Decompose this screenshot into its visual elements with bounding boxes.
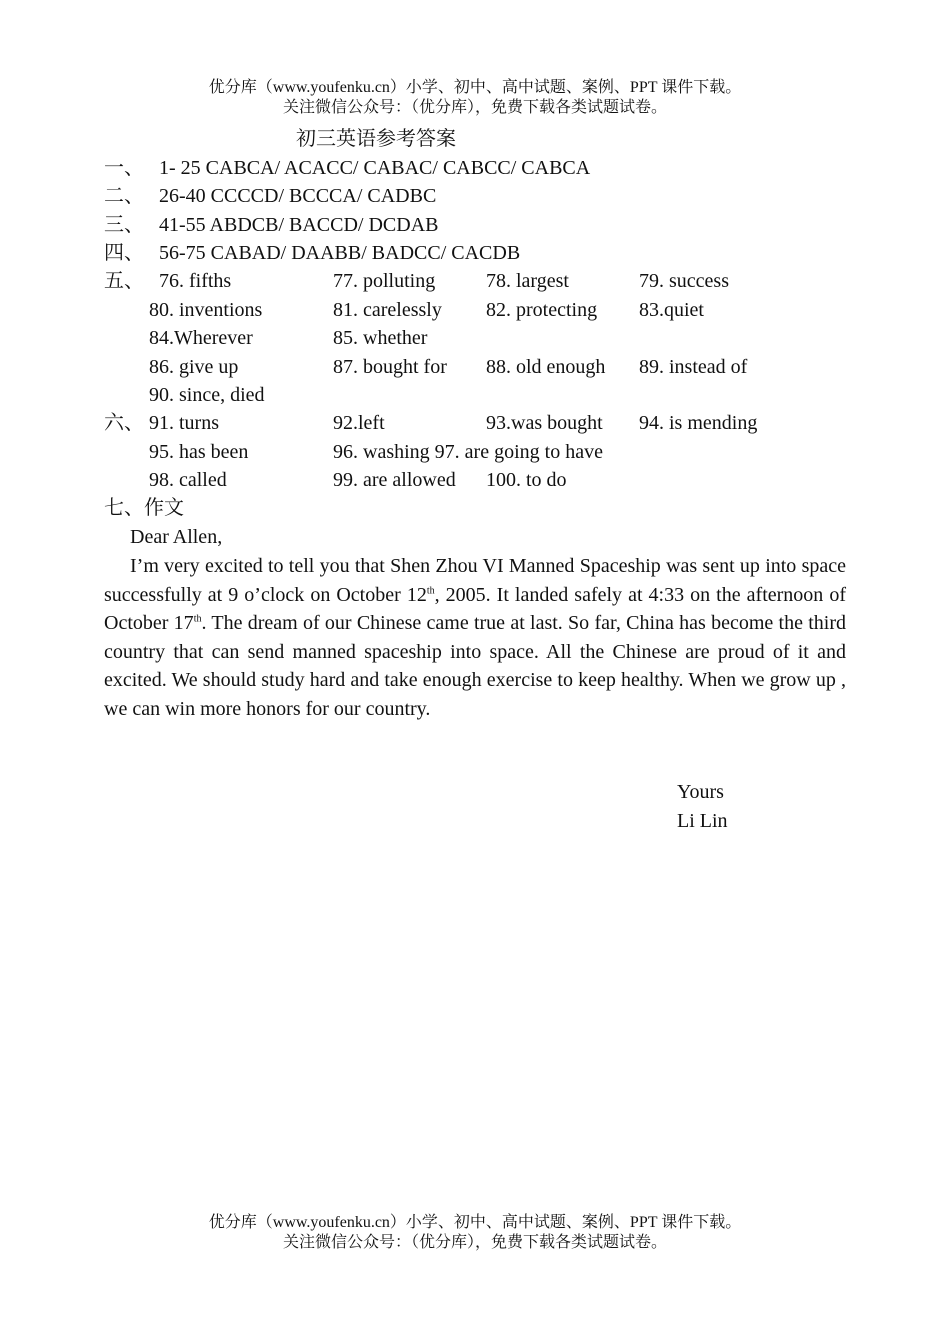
answer-96-97: 96. washing 97. are going to have [333,441,603,463]
answer-85: 85. whether [333,327,428,349]
answer-94: 94. is mending [639,412,758,434]
ordinal-suffix: th [426,584,435,596]
answer-95: 95. has been [149,441,249,463]
answer-93: 93.was bought [486,412,603,434]
answer-84: 84.Wherever [149,327,253,349]
section-4-answers: 56-75 CABAD/ DAABB/ BADCC/ CACDB [159,242,521,264]
header-line-2: 关注微信公众号：（优分库），免费下载各类试题试卷。 [282,99,667,116]
answer-92: 92.left [333,412,385,434]
section-6-number: 六、 [104,412,144,434]
section-2-number: 二、 [104,185,144,207]
answer-86: 86. give up [149,356,239,378]
section-1-answers: 1- 25 CABCA/ ACACC/ CABAC/ CABCC/ CABCA [159,157,591,179]
answer-83: 83.quiet [639,299,704,321]
answer-100: 100. to do [486,469,567,491]
answer-79: 79. success [639,270,729,292]
footer-line-1: 优分库（www.youfenku.cn）小学、初中、高中试题、案例、PPT 课件下载。 [208,1214,742,1231]
section-1-number: 一、 [104,157,144,179]
section-3-answers: 41-55 ABDCB/ BACCD/ DCDAB [159,214,439,236]
answer-78: 78. largest [486,270,569,292]
answer-76: 76. fifths [159,270,232,292]
letter-body [104,552,846,723]
section-4-number: 四、 [104,242,144,264]
answer-89: 89. instead of [639,356,748,378]
letter-body-part-2: , 2005. It landed safely at 4:33 on the afternoon of October 17 [104,583,846,634]
section-5-number: 五、 [104,270,144,292]
section-3-number: 三、 [104,214,144,236]
answer-77: 77. polluting [333,270,436,292]
header-line-1: 优分库（www.youfenku.cn）小学、初中、高中试题、案例、PPT 课件下载。 [208,79,742,96]
letter-body-part-3: . The dream of our Chinese came true at last. So far, China has become the third country that can send manned spaceship into space. All the Chinese are proud of it and excited. We should study hard and take enough exercise to keep healthy. When we grow up , we can win more honors for our country. [104,612,846,720]
answer-88: 88. old enough [486,356,606,378]
page-title: 初三英语参考答案 [296,128,456,150]
answer-90: 90. since, died [149,384,265,406]
answer-82: 82. protecting [486,299,598,321]
answer-91: 91. turns [149,412,219,434]
letter-body-part-1: I’m very excited to tell you that Shen Zhou VI Manned Spaceship was sent up into space successfully at 9 o’clock on October 12 [104,555,846,606]
letter-signature: Li Lin [677,810,728,832]
section-2-answers: 26-40 CCCCD/ BCCCA/ CADBC [159,185,437,207]
answer-87: 87. bought for [333,356,447,378]
answer-81: 81. carelessly [333,299,442,321]
answer-99: 99. are allowed [333,469,456,491]
answer-80: 80. inventions [149,299,263,321]
section-7-heading: 七、作文 [104,497,184,519]
ordinal-suffix: th [193,613,202,625]
answer-98: 98. called [149,469,227,491]
footer-line-2: 关注微信公众号：（优分库），免费下载各类试题试卷。 [282,1234,667,1251]
letter-closing: Yours [677,781,724,803]
letter-greeting: Dear Allen, [130,526,223,548]
